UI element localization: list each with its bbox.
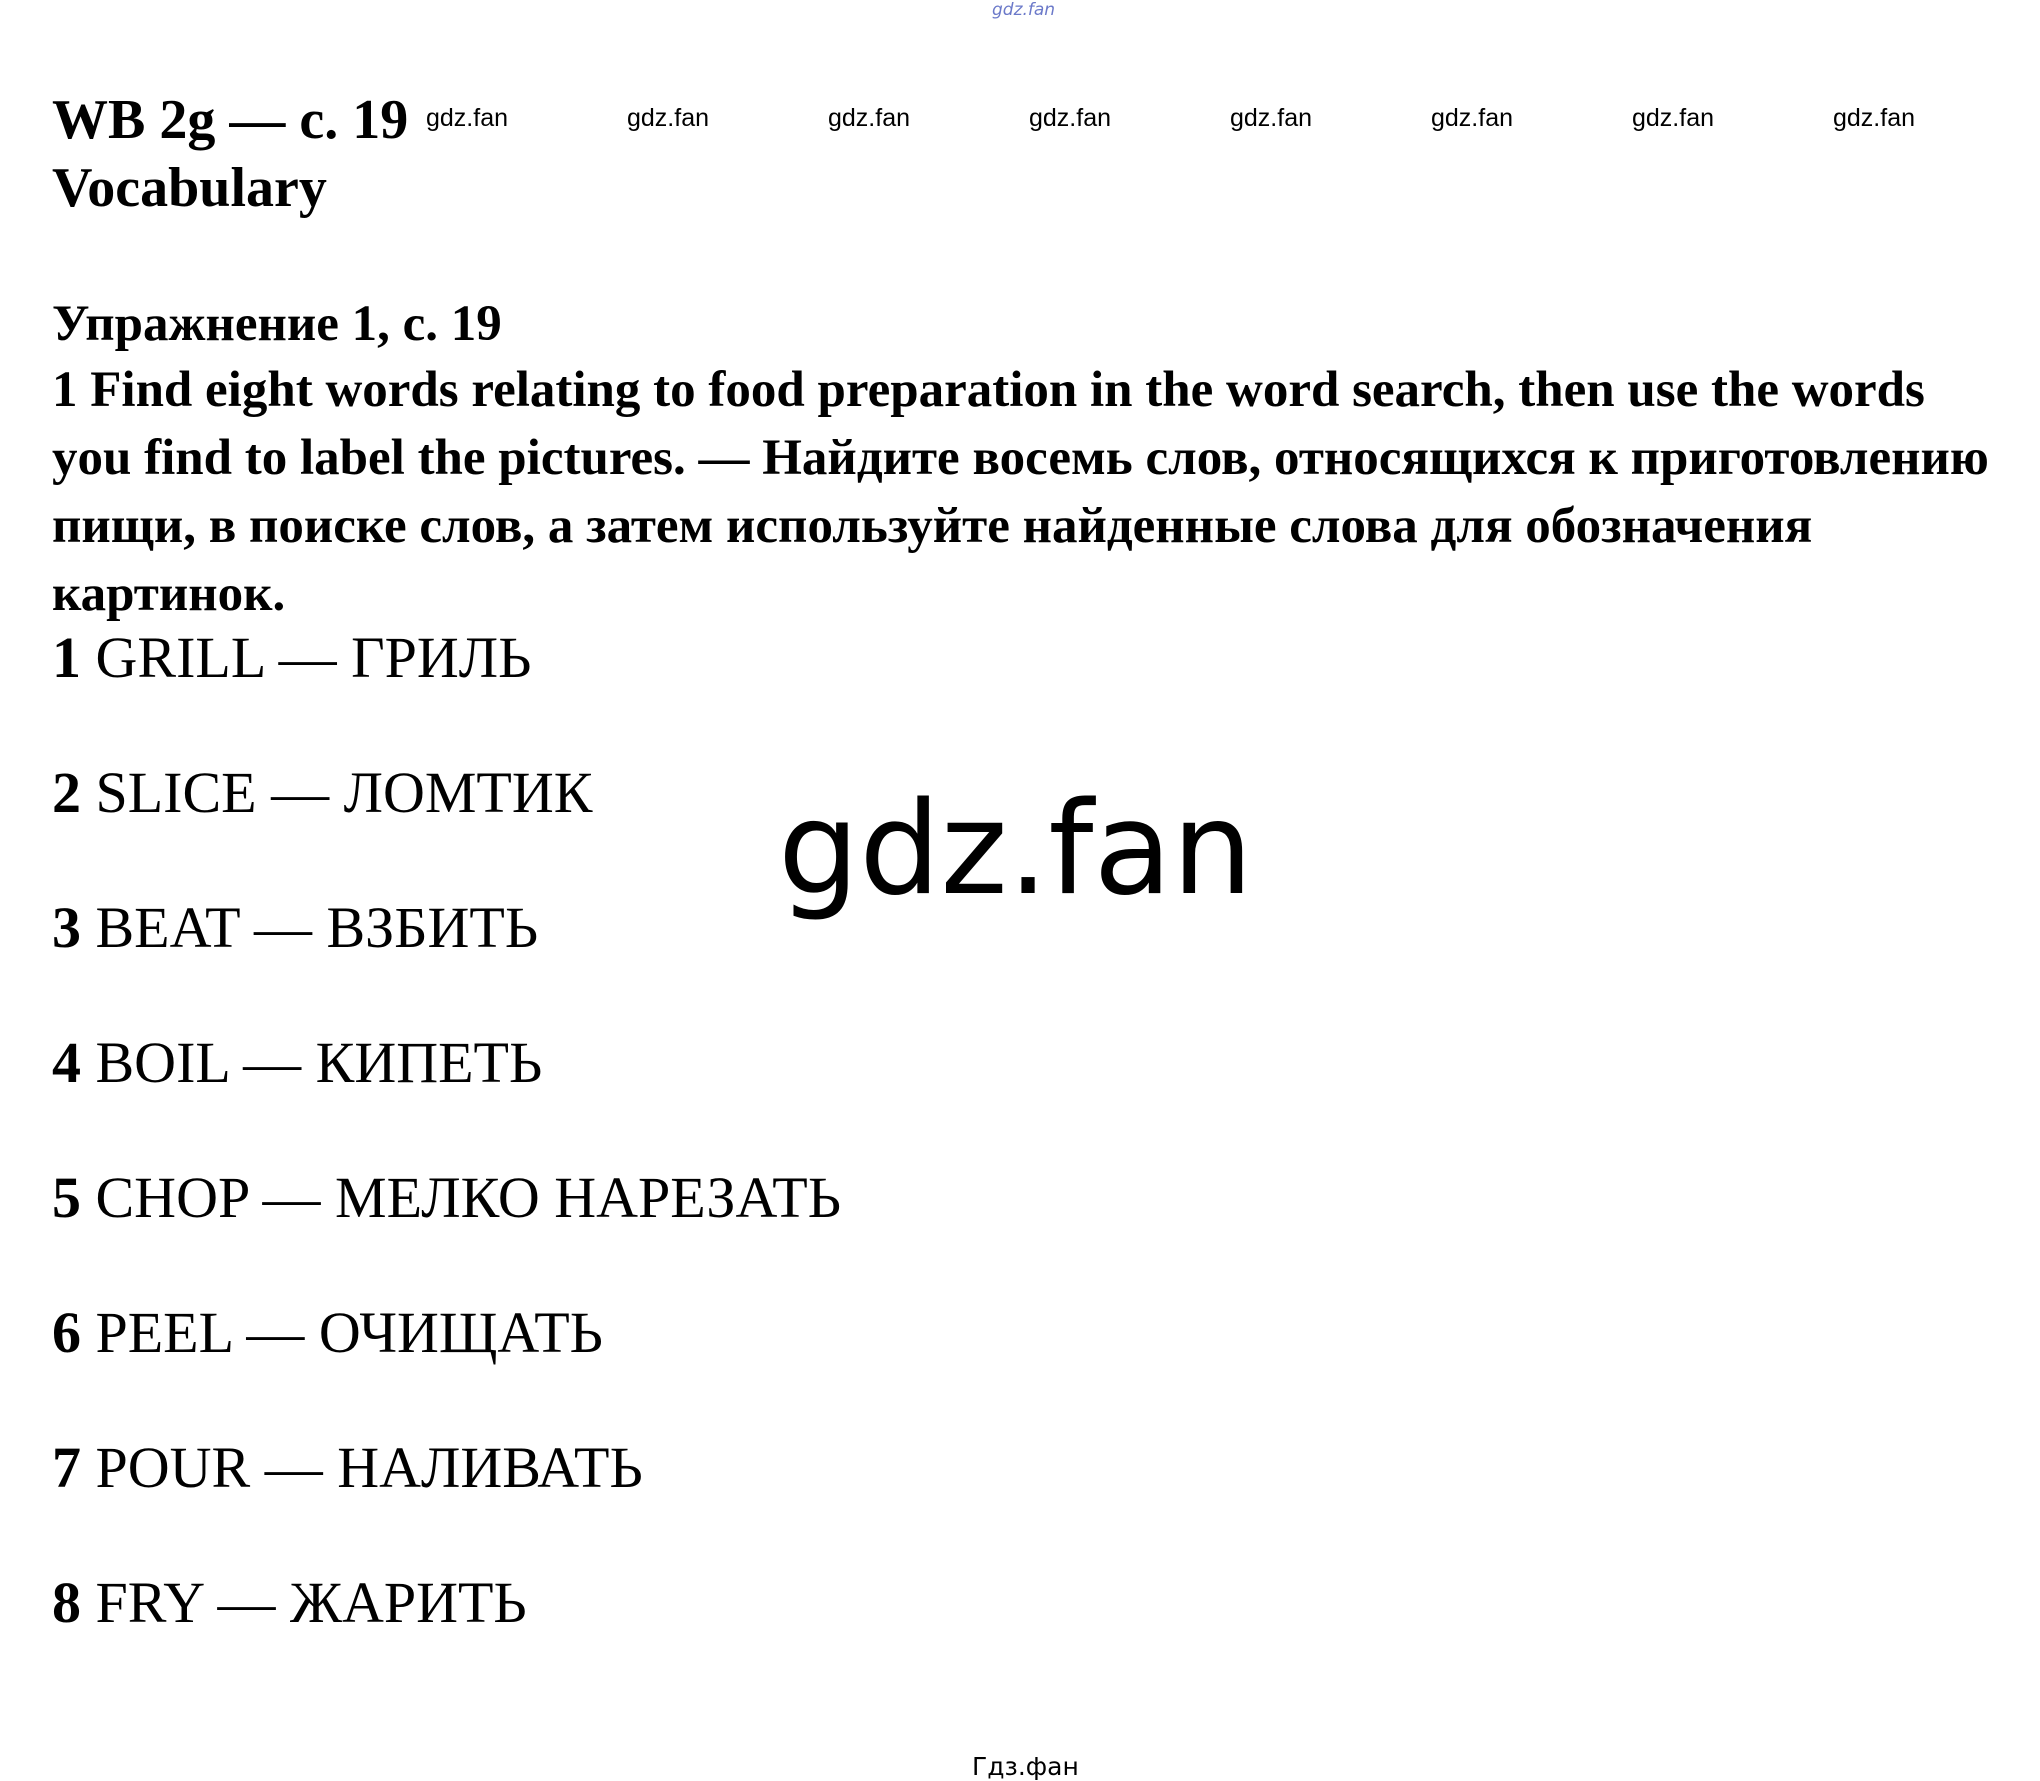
answer-list [52, 626, 841, 1706]
answer-item [52, 896, 841, 1031]
page-title: WB 2g — c. 19 [52, 89, 409, 151]
answer-item [52, 1166, 841, 1301]
answer-item [52, 761, 841, 896]
top-watermark: gdz.fan [992, 0, 1056, 20]
answer-item [52, 1031, 841, 1166]
answer-number: 6 [52, 1300, 81, 1365]
bottom-watermark: Гдз.фан [972, 1752, 1079, 1781]
answer-item [52, 1436, 841, 1571]
header-watermark: gdz.fan [1029, 104, 1112, 132]
exercise-heading: Упражнение 1, с. 19 [52, 296, 502, 352]
answer-item [52, 1571, 841, 1706]
header-watermark: gdz.fan [1632, 104, 1715, 132]
answer-item [52, 626, 841, 761]
header-watermark: gdz.fan [1833, 104, 1916, 132]
exercise-instruction: 1 Find eight words relating to food preparation in the word search, then use the words you find to label the pictures. — Найдите восемь слов, относящихся к приготовлению пищи, в поиске слов, а затем используйте найденные слова для обозначения картинок. [52, 362, 1989, 622]
answer-text: BEAT — ВЗБИТЬ [95, 895, 539, 960]
answer-number: 8 [52, 1570, 81, 1635]
answer-item [52, 1301, 841, 1436]
header-watermark: gdz.fan [1431, 104, 1514, 132]
header-watermark: gdz.fan [828, 104, 911, 132]
header-watermark: gdz.fan [426, 104, 509, 132]
answer-text: GRILL — ГРИЛЬ [95, 625, 532, 690]
answer-text: PEEL — ОЧИЩАТЬ [95, 1300, 603, 1365]
header-watermark: gdz.fan [627, 104, 710, 132]
answer-text: POUR — НАЛИВАТЬ [95, 1435, 643, 1500]
answer-number: 4 [52, 1030, 81, 1095]
answer-number: 1 [52, 625, 81, 690]
answer-text: SLICE — ЛОМТИК [95, 760, 593, 825]
header-watermark: gdz.fan [1230, 104, 1313, 132]
answer-text: CHOP — МЕЛКО НАРЕЗАТЬ [95, 1165, 842, 1230]
answer-number: 2 [52, 760, 81, 825]
answer-text: BOIL — КИПЕТЬ [95, 1030, 543, 1095]
answer-number: 7 [52, 1435, 81, 1500]
answer-text: FRY — ЖАРИТЬ [95, 1570, 527, 1635]
answer-number: 3 [52, 895, 81, 960]
answer-number: 5 [52, 1165, 81, 1230]
section-subtitle: Vocabulary [52, 157, 327, 219]
center-watermark: gdz.fan [778, 775, 1253, 924]
